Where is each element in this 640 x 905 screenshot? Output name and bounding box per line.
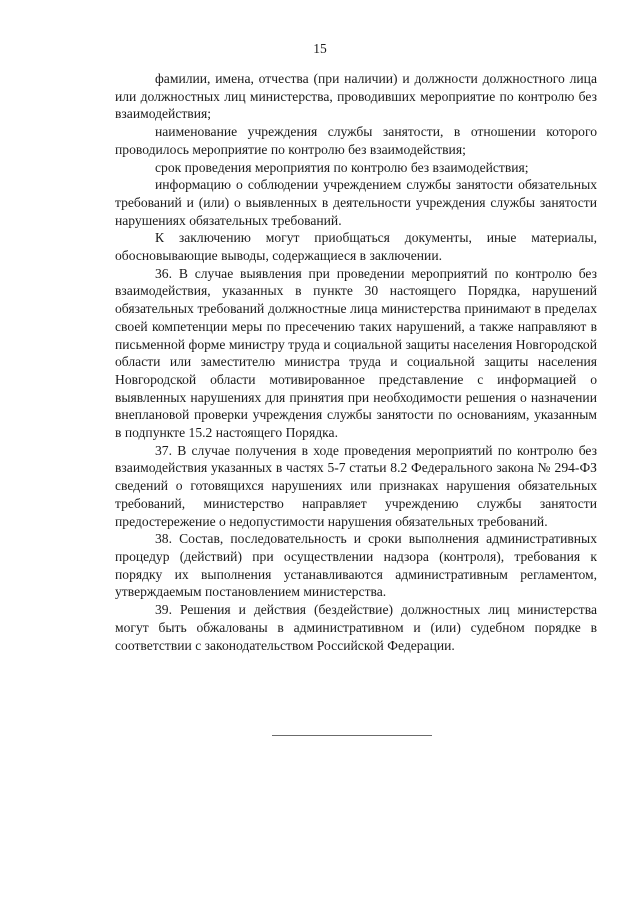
page-number: 15 (313, 41, 327, 56)
paragraph-38: 38. Состав, последовательность и сроки выполнения административных процедур (действий) при осуществлении надзора (контроля), требования к порядку их выполнения устанавливаются административным регламентом, утверждаемым постановлением министерства. (115, 531, 597, 600)
list-item-institution-name: наименование учреждения службы занятости, в отношении которого проводилось мероприятие по контролю без взаимодействия; (115, 124, 597, 157)
end-of-document-rule (272, 735, 432, 736)
document-body (115, 70, 597, 654)
paragraph-39: 39. Решения и действия (бездействие) должностных лиц министерства могут быть обжалованы в административном и (или) судебном порядке в соответствии с законодательством Российской Федерации. (115, 602, 597, 653)
list-item-officials: фамилии, имена, отчества (при наличии) и должности должностного лица или должностных лиц министерства, проводивших мероприятие по контролю без взаимодействия; (115, 71, 597, 122)
list-item-term: срок проведения мероприятия по контролю без взаимодействия; (155, 159, 529, 175)
list-item-compliance-info: информацию о соблюдении учреждением службы занятости обязательных требований и (или) о выявленных в деятельности учреждения службы занятости нарушениях обязательных требований. (115, 177, 597, 228)
paragraph-37: 37. В случае получения в ходе проведения мероприятий по контролю без взаимодействия указанных в частях 5-7 статьи 8.2 Федерального закона № 294-ФЗ сведений о готовящихся нарушениях или признаках нарушения обязательных требований, министерство направляет учреждению службы занятости предостережение о недопустимости нарушения обязательных требований. (115, 442, 597, 529)
paragraph-attachments: К заключению могут приобщаться документы, иные материалы, обосновывающие выводы, содержащиеся в заключении. (115, 230, 597, 264)
paragraph-36: 36. В случае выявления при проведении мероприятий по контролю без взаимодействия, указанных в пункте 30 настоящего Порядка, нарушений обязательных требований должностные лица министерства принимают в пределах своей компетенции меры по пресечению таких нарушений, а также направляют в письменной форме министру труда и социальной защиты населения Новгородской области или заместителю министра труда и социальной защиты населения Новгородской области мотивированное представление с информацией о выявленных нарушениях для принятия при необходимости решения о назначении внеплановой проверки учреждения службы занятости по основаниям, указанным в подпункте 15.2 настоящего Порядка. (115, 265, 597, 441)
